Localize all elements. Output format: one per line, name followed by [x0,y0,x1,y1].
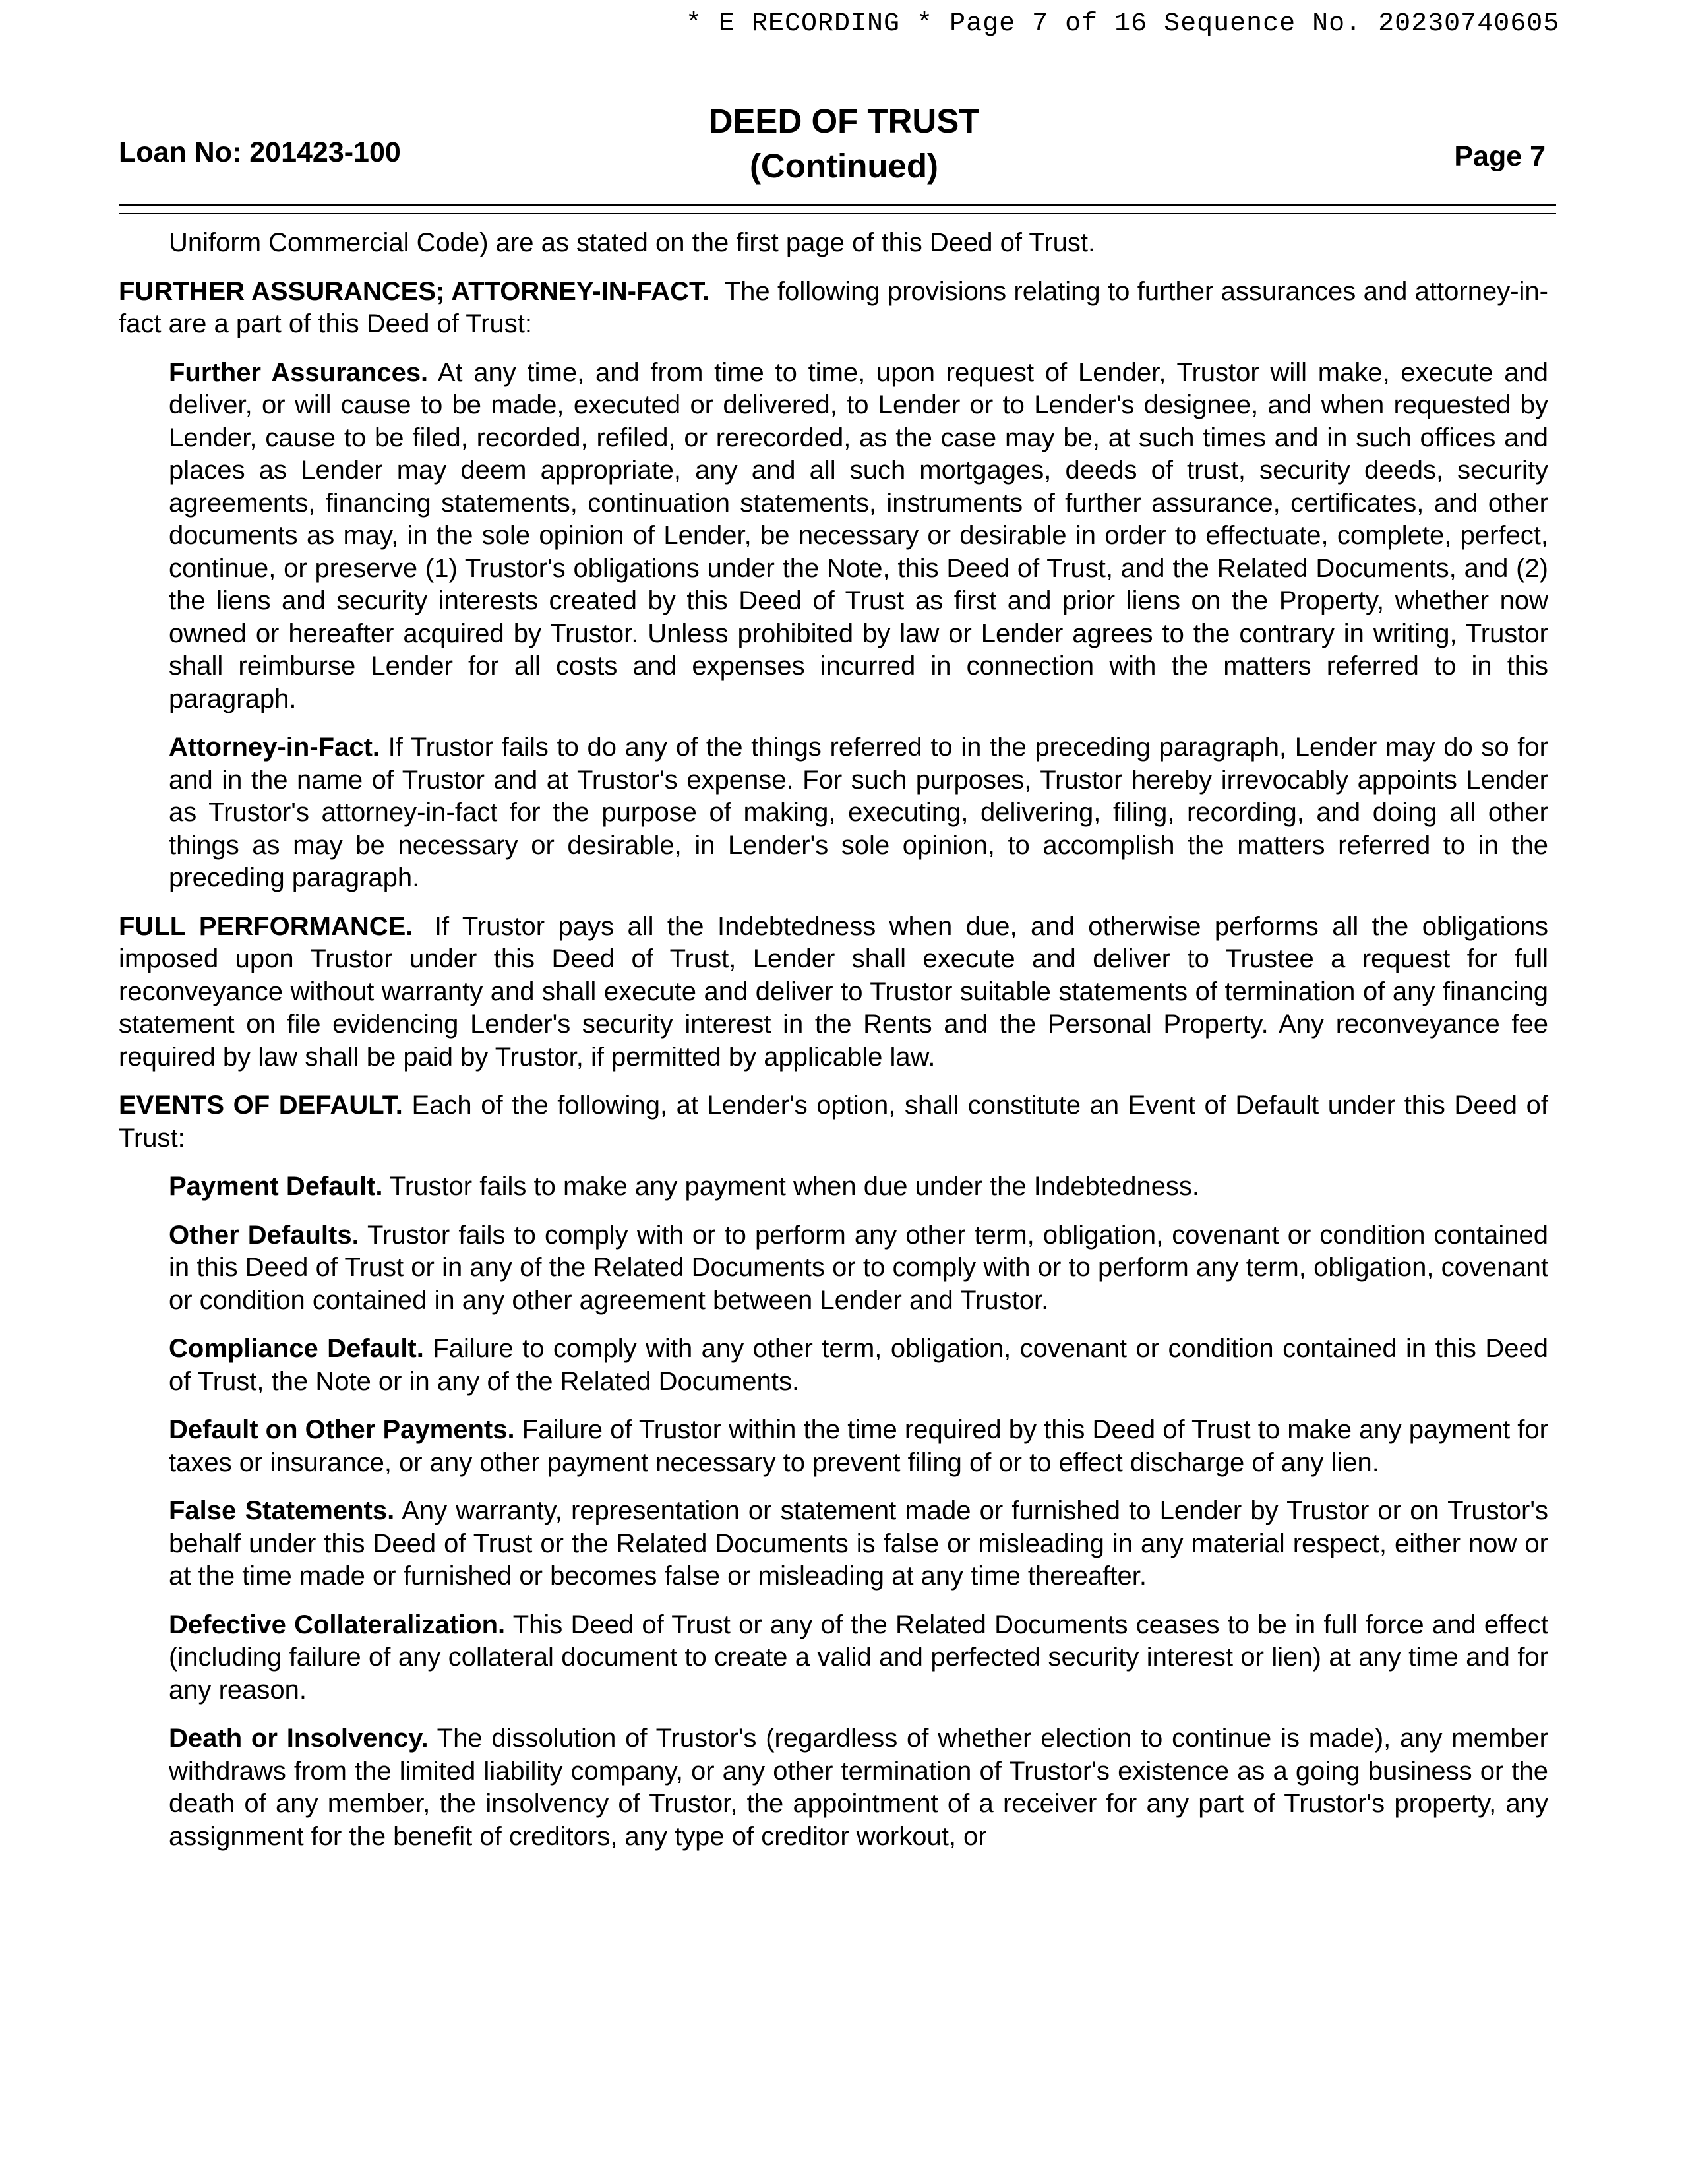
item-text: Any warranty, representation or statement made or furnished to Lender by Trustor or on Trustor's behalf under this Deed of Trust or the Related Documents is false or misleading in any material respect, either now or at the time made or furnished or becomes false or misleading at any time thereafter. [169,1496,1548,1591]
default-item [169,1414,1548,1479]
paragraph-heading: Further Assurances. [169,357,429,387]
further-assurances-paragraph [169,357,1548,716]
document-body [119,227,1548,1869]
item-text: Trustor fails to comply with or to perform any other term, obligation, covenant or condition contained in this Deed of Trust or in any of the Related Documents or to comply with or to perform any term, obligation, covenant or condition contained in any other agreement between Lender and Trustor. [169,1220,1549,1315]
recording-stamp: * E RECORDING * Page 7 of 16 Sequence No. 20230740605 [686,9,1560,39]
item-heading: False Statements. [169,1496,395,1525]
section-text: The following provisions relating to further assurances and attorney-in-fact are a part of this Deed of Trust: [119,276,1548,338]
item-heading: Default on Other Payments. [169,1415,515,1444]
header-rule-bottom [119,213,1556,214]
item-heading: Payment Default. [169,1172,383,1201]
events-of-default-section [119,1089,1548,1155]
full-performance-section [119,911,1548,1074]
item-heading: Other Defaults. [169,1220,359,1250]
item-text: Failure to comply with any other term, obligation, covenant or condition contained in this Deed of Trust, the Note or in any of the Related Documents. [169,1334,1548,1396]
item-heading: Defective Collateralization. [169,1610,506,1639]
default-item [169,1170,1548,1203]
item-heading: Death or Insolvency. [169,1724,429,1753]
default-item [169,1609,1548,1707]
item-heading: Compliance Default. [169,1334,424,1363]
title-continued: (Continued) [749,147,939,185]
item-text: Trustor fails to make any payment when due under the Indebtedness. [389,1172,1200,1201]
title-main: DEED OF TRUST [708,102,980,140]
section-heading: FURTHER ASSURANCES; ATTORNEY-IN-FACT. [119,276,710,306]
item-text: The dissolution of Trustor's (regardless of whether election to continue is made), any member withdraws from the limited liability company, or any other termination of Trustor's existence as a going business or the death of any member, the insolvency of Trustor, the appointment of a receiver for any part of Trustor's property, any assignment for the benefit of creditors, any type of creditor workout, or [169,1724,1548,1851]
paragraph-heading: Attorney-in-Fact. [169,733,380,762]
section-text: If Trustor pays all the Indebtedness when due, and otherwise performs all the obligations imposed upon Trustor under this Deed of Trust, Lender shall execute and deliver to Trustee a request for full reconveyance without warranty and shall execute and deliver to Trustor suitable statements of termination of any financing statement on file evidencing Lender's security interest in the Rents and the Personal Property. Any reconveyance fee required by law shall be paid by Trustor, if permitted by applicable law. [119,911,1549,1072]
section-heading: FULL PERFORMANCE. [119,911,413,941]
loan-number: Loan No: 201423-100 [119,136,401,168]
default-item [169,1722,1548,1853]
section-heading: EVENTS OF DEFAULT. [119,1091,403,1120]
item-text: Failure of Trustor within the time required by this Deed of Trust to make any payment for taxes or insurance, or any other payment necessary to prevent filing of or to effect discharge of any lien. [169,1415,1548,1477]
page-number: Page 7 [1454,140,1546,172]
default-item [169,1495,1548,1593]
default-item [169,1219,1548,1318]
further-assurances-section [119,276,1548,341]
section-text: Each of the following, at Lender's option, shall constitute an Event of Default under this Deed of Trust: [119,1091,1548,1153]
default-item [169,1333,1548,1398]
header-rule-top [119,204,1556,206]
item-text: This Deed of Trust or any of the Related Documents ceases to be in full force and effect (including failure of any collateral document to create a valid and perfected security interest or lien) at any time and for any reason. [169,1610,1548,1705]
paragraph-text: If Trustor fails to do any of the things referred to in the preceding paragraph, Lender may do so for and in the name of Trustor and at Trustor's expense. For such purposes, Trustor hereby irrevocably appoints Lender as Trustor's attorney-in-fact for the purpose of making, executing, delivering, filing, recording, and doing all other things as may be necessary or desirable, in Lender's sole opinion, to accomplish the matters referred to in the preceding paragraph. [169,733,1548,892]
intro-paragraph: Uniform Commercial Code) are as stated on the first page of this Deed of Trust. [169,228,1096,257]
paragraph-text: At any time, and from time to time, upon request of Lender, Trustor will make, execute and deliver, or will cause to be made, executed or delivered, to Lender or to Lender's designee, and when requested by Lender, cause to be filed, recorded, refiled, or rerecorded, as the case may be, at such times and in such offices and places as Lender may deem appropriate, any and all such mortgages, deeds of trust, security deeds, security agreements, financing statements, continuation statements, instruments of further assurance, certificates, and other documents as may, in the sole opinion of Lender, be necessary or desirable in order to effectuate, complete, perfect, continue, or preserve (1) Trustor's obligations under the Note, this Deed of Trust, and the Related Documents, and (2) the liens and security interests created by this Deed of Trust as first and prior liens on the Property, whether now owned or hereafter acquired by Trustor. Unless prohibited by law or Lender agrees to the contrary in writing, Trustor shall reimburse Lender for all costs and expenses incurred in connection with the matters referred to in this paragraph. [169,357,1549,713]
attorney-in-fact-paragraph [169,731,1548,895]
